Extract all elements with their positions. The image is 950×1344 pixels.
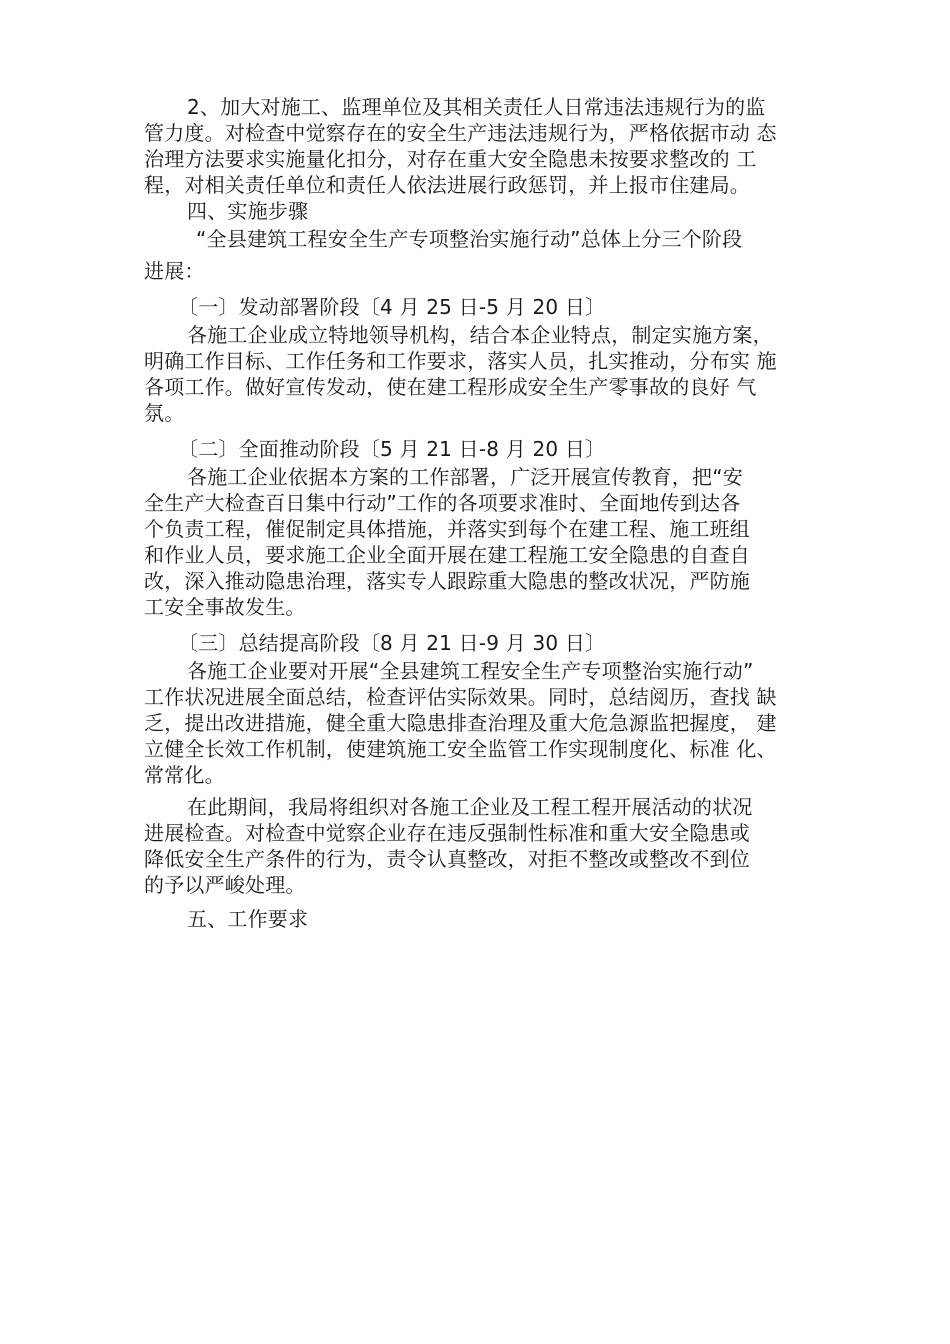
- stage-2-heading: 〔二〕全面推动阶段〔5 月 21 日-8 月 20 日〕: [178, 437, 606, 461]
- inspection-line-4: 的予以严峻处理。: [144, 873, 306, 897]
- stage-2-line-3: 个负责工程，催促制定具体措施，并落实到每个在建工程、施工班组: [144, 517, 750, 541]
- stage-1-heading: 〔一〕发动部署阶段〔4 月 25 日-5 月 20 日〕: [178, 295, 606, 319]
- intro-line-2: 进展：: [144, 259, 205, 283]
- stage-2-line-6: 工安全事故发生。: [144, 595, 306, 619]
- section-heading-implementation: 四、实施步骤: [187, 199, 309, 223]
- paragraph-2-line-2: 管力度。对检查中觉察存在的安全生产违法违规行为，严格依据市动 态: [144, 121, 777, 145]
- stage-3-line-1: 各施工企业要对开展“全县建筑工程安全生产专项整治实施行动”: [187, 659, 754, 683]
- stage-3-line-5: 常常化。: [144, 763, 225, 787]
- stage-3-heading: 〔三〕总结提高阶段〔8 月 21 日-9 月 30 日〕: [178, 631, 606, 655]
- stage-3-line-3: 乏，提出改进措施，健全重大隐患排查治理及重大危急源监把握度， 建: [144, 711, 777, 735]
- stage-2-line-4: 和作业人员，要求施工企业全面开展在建工程施工安全隐患的自查自: [144, 543, 750, 567]
- paragraph-2-line-1: 2、加大对施工、监理单位及其相关责任人日常违法违规行为的监: [187, 95, 766, 119]
- stage-3-line-2: 工作状况进展全面总结，检查评估实际效果。同时，总结阅历，查找 缺: [144, 685, 777, 709]
- section-heading-requirements: 五、工作要求: [187, 907, 309, 931]
- intro-line-1: “全县建筑工程安全生产专项整治实施行动”总体上分三个阶段: [196, 227, 743, 251]
- stage-2-line-5: 改，深入推动隐患治理，落实专人跟踪重大隐患的整改状况，严防施: [144, 569, 750, 593]
- stage-1-line-4: 氛。: [144, 401, 185, 425]
- stage-3-line-4: 立健全长效工作机制，使建筑施工安全监管工作实现制度化、标准 化、: [144, 737, 777, 761]
- stage-1-line-1: 各施工企业成立特地领导机构，结合本企业特点，制定实施方案，: [187, 323, 773, 347]
- stage-1-line-2: 明确工作目标、工作任务和工作要求，落实人员，扎实推动，分布实 施: [144, 349, 777, 373]
- paragraph-2-line-4: 程，对相关责任单位和责任人依法进展行政惩罚，并上报市住建局。: [144, 173, 750, 197]
- inspection-line-2: 进展检查。对检查中觉察企业存在违反强制性标准和重大安全隐患或: [144, 821, 750, 845]
- inspection-line-1: 在此期间，我局将组织对各施工企业及工程工程开展活动的状况: [187, 795, 753, 819]
- stage-1-line-3: 各项工作。做好宣传发动，使在建工程形成安全生产零事故的良好 气: [144, 375, 757, 399]
- stage-2-line-2: 全生产大检查百日集中行动”工作的各项要求准时、全面地传到达各: [144, 491, 741, 515]
- paragraph-2-line-3: 治理方法要求实施量化扣分，对存在重大安全隐患未按要求整改的 工: [144, 147, 757, 171]
- stage-2-line-1: 各施工企业依据本方案的工作部署，广泛开展宣传教育，把“安: [187, 465, 743, 489]
- inspection-line-3: 降低安全生产条件的行为，责令认真整改，对拒不整改或整改不到位: [144, 847, 750, 871]
